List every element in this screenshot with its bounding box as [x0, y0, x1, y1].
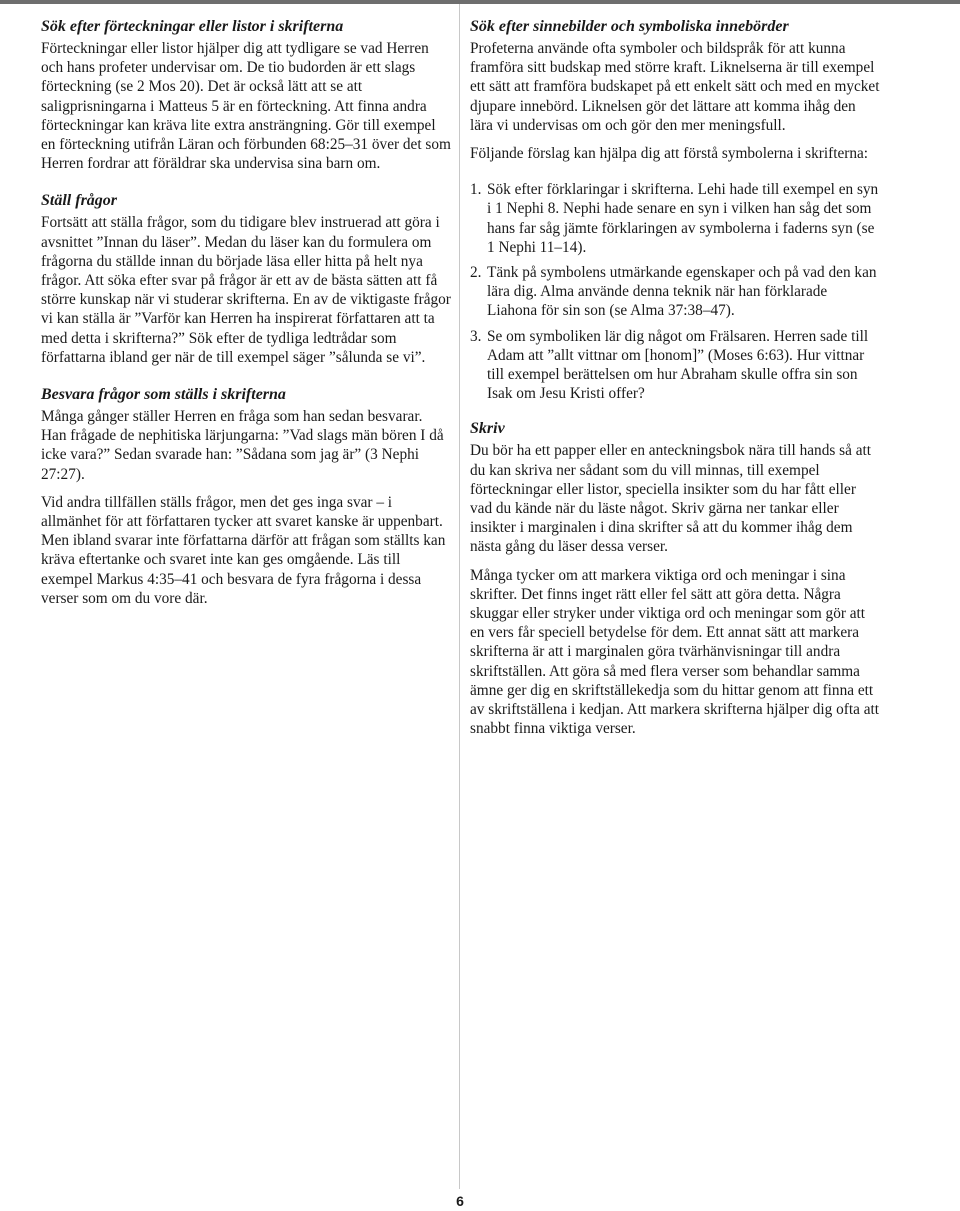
- paragraph-answer-questions-2: Vid andra tillfällen ställs frågor, men det ges inga svar – i allmänhet för att författaren tycker att svaret kanske är uppenbart. Men ibland svarar inte författarna därför att frågan som ställts kan kräva eftertanke och svaret inte kan ges omgående. Läs till exempel Markus 4:35–41 och besvara de fyra frågorna i dessa verser som om du vore där.: [41, 493, 446, 607]
- column-divider: [459, 4, 460, 1189]
- list-item-text: Sök efter förklaringar i skrifterna. Lehi hade till exempel en syn i 1 Nephi 8. Nephi hade senare en syn i vilken han såg det som hans far såg jämte förklaringen av symbolerna i faderns syn (se 1 Nephi 11–14).: [487, 181, 879, 256]
- right-column: [470, 16, 880, 739]
- paragraph-lists: Förteckningar eller listor hjälper dig att tydligare se vad Herren och hans profeter undervisar om. De tio budorden är ett slags förteckning (se 2 Mos 20). Det är också lätt att se att saligprisningarna i Matteus 5 är en förteckning. Att finna andra förteckningar kan kräva lite extra ansträngning. Gör till exempel en förteckning utifrån Läran och förbunden 68:25–31 över det som Herren fordrar att föräldrar ska undervisa sina barn om.: [41, 40, 451, 173]
- heading-lists: Sök efter förteckningar eller listor i skrifterna: [41, 18, 344, 35]
- left-column: [41, 16, 451, 608]
- list-item: [470, 263, 880, 321]
- list-item-number: 3.: [470, 327, 482, 345]
- paragraph-answer-questions-1: Många gånger ställer Herren en fråga som han sedan besvarar. Han frågade de nephitiska lärjungarna: ”Vad slags män bören I då icke vara?” Sedan svarade han: ”Sådana som jag är” (3 Nephi 27:27).: [41, 408, 444, 483]
- list-item-text: Se om symboliken lär dig något om Frälsaren. Herren sade till Adam att ”allt vittnar om [honom]” (Moses 6:63). Hur vittnar till exempel berättelsen om hur Abraham skulle offra sin son Isak om Jesu Kristi offer?: [487, 327, 869, 403]
- heading-answer-questions: Besvara frågor som ställs i skrifterna: [41, 386, 286, 404]
- page-number: 6: [456, 1193, 464, 1209]
- heading-write: Skriv: [470, 420, 505, 438]
- list-item: [470, 180, 880, 257]
- symbol-suggestions-list: [470, 180, 880, 403]
- heading-symbols: Sök efter sinnebilder och symboliska innebörder: [470, 18, 789, 35]
- paragraph-write-1: Du bör ha ett papper eller en anteckningsbok nära till hands så att du kan skriva ner sådant som du vill minnas, till exempel förteckningar eller listor, speciella insikter som du har fått eller vad du kände när du läste något. Skriv gärna ner tankar eller insikter i marginalen i dina skrifter så att du kommer ihåg dem nästa gång du läser dessa verser.: [470, 442, 871, 556]
- paragraph-ask-questions: Fortsätt att ställa frågor, som du tidigare blev instruerad att göra i avsnittet ”Innan du läser”. Medan du läser kan du formulera om frågorna du ställde innan du började läsa eller hitta på helt nya frågor. Att söka efter svar på frågor är ett av de bästa sätten att få större kunskap när vi studerar skrifterna. En av de viktigaste frågor vi kan ställa är ”Varför kan Herren ha inspirerat författaren att ta med detta i skrifterna?” Sök efter de tydliga ledtrådar som författarna ibland ger när de till exempel säger ”sålunda se vi”.: [41, 214, 451, 366]
- paragraph-symbols-2: Följande förslag kan hjälpa dig att förstå symbolerna i skrifterna:: [470, 145, 869, 163]
- list-item-number: 1.: [470, 181, 482, 199]
- paragraph-write-2: Många tycker om att markera viktiga ord och meningar i sina skrifter. Det finns inget rätt eller fel sätt att göra detta. Några skuggar eller stryker under viktiga ord och meningar som gör att en vers får speciell betydelse för dem. Ett annat sätt att markera skrifterna är att i marginalen göra tvärhänvisningar till andra skriftställen. Att göra så med flera verser som behandlar samma ämne ger dig en skriftställekedja som du hittar genom att finna ett av skriftställena i kedjan. Att markera skrifterna hjälper dig ofta att snabbt finna viktiga verser.: [470, 566, 880, 738]
- list-item-text: Tänk på symbolens utmärkande egenskaper och på vad den kan lära dig. Alma använde denna teknik när han förklarade Liahona för sin son (se Alma 37:38–47).: [487, 264, 877, 320]
- top-rule: [0, 0, 960, 4]
- list-item: [470, 327, 880, 404]
- paragraph-symbols-1: Profeterna använde ofta symboler och bildspråk för att kunna framföra sitt budskap med större kraft. Liknelserna är till exempel ett sätt att framföra budskapet på ett enkelt sätt och med en mycket djupare innebörd. Liknelsen gör det lättare att komma ihåg den lära vi undervisas om och gör den mer meningsfull.: [470, 40, 880, 134]
- heading-ask-questions: Ställ frågor: [41, 192, 118, 210]
- list-item-number: 2.: [470, 264, 482, 282]
